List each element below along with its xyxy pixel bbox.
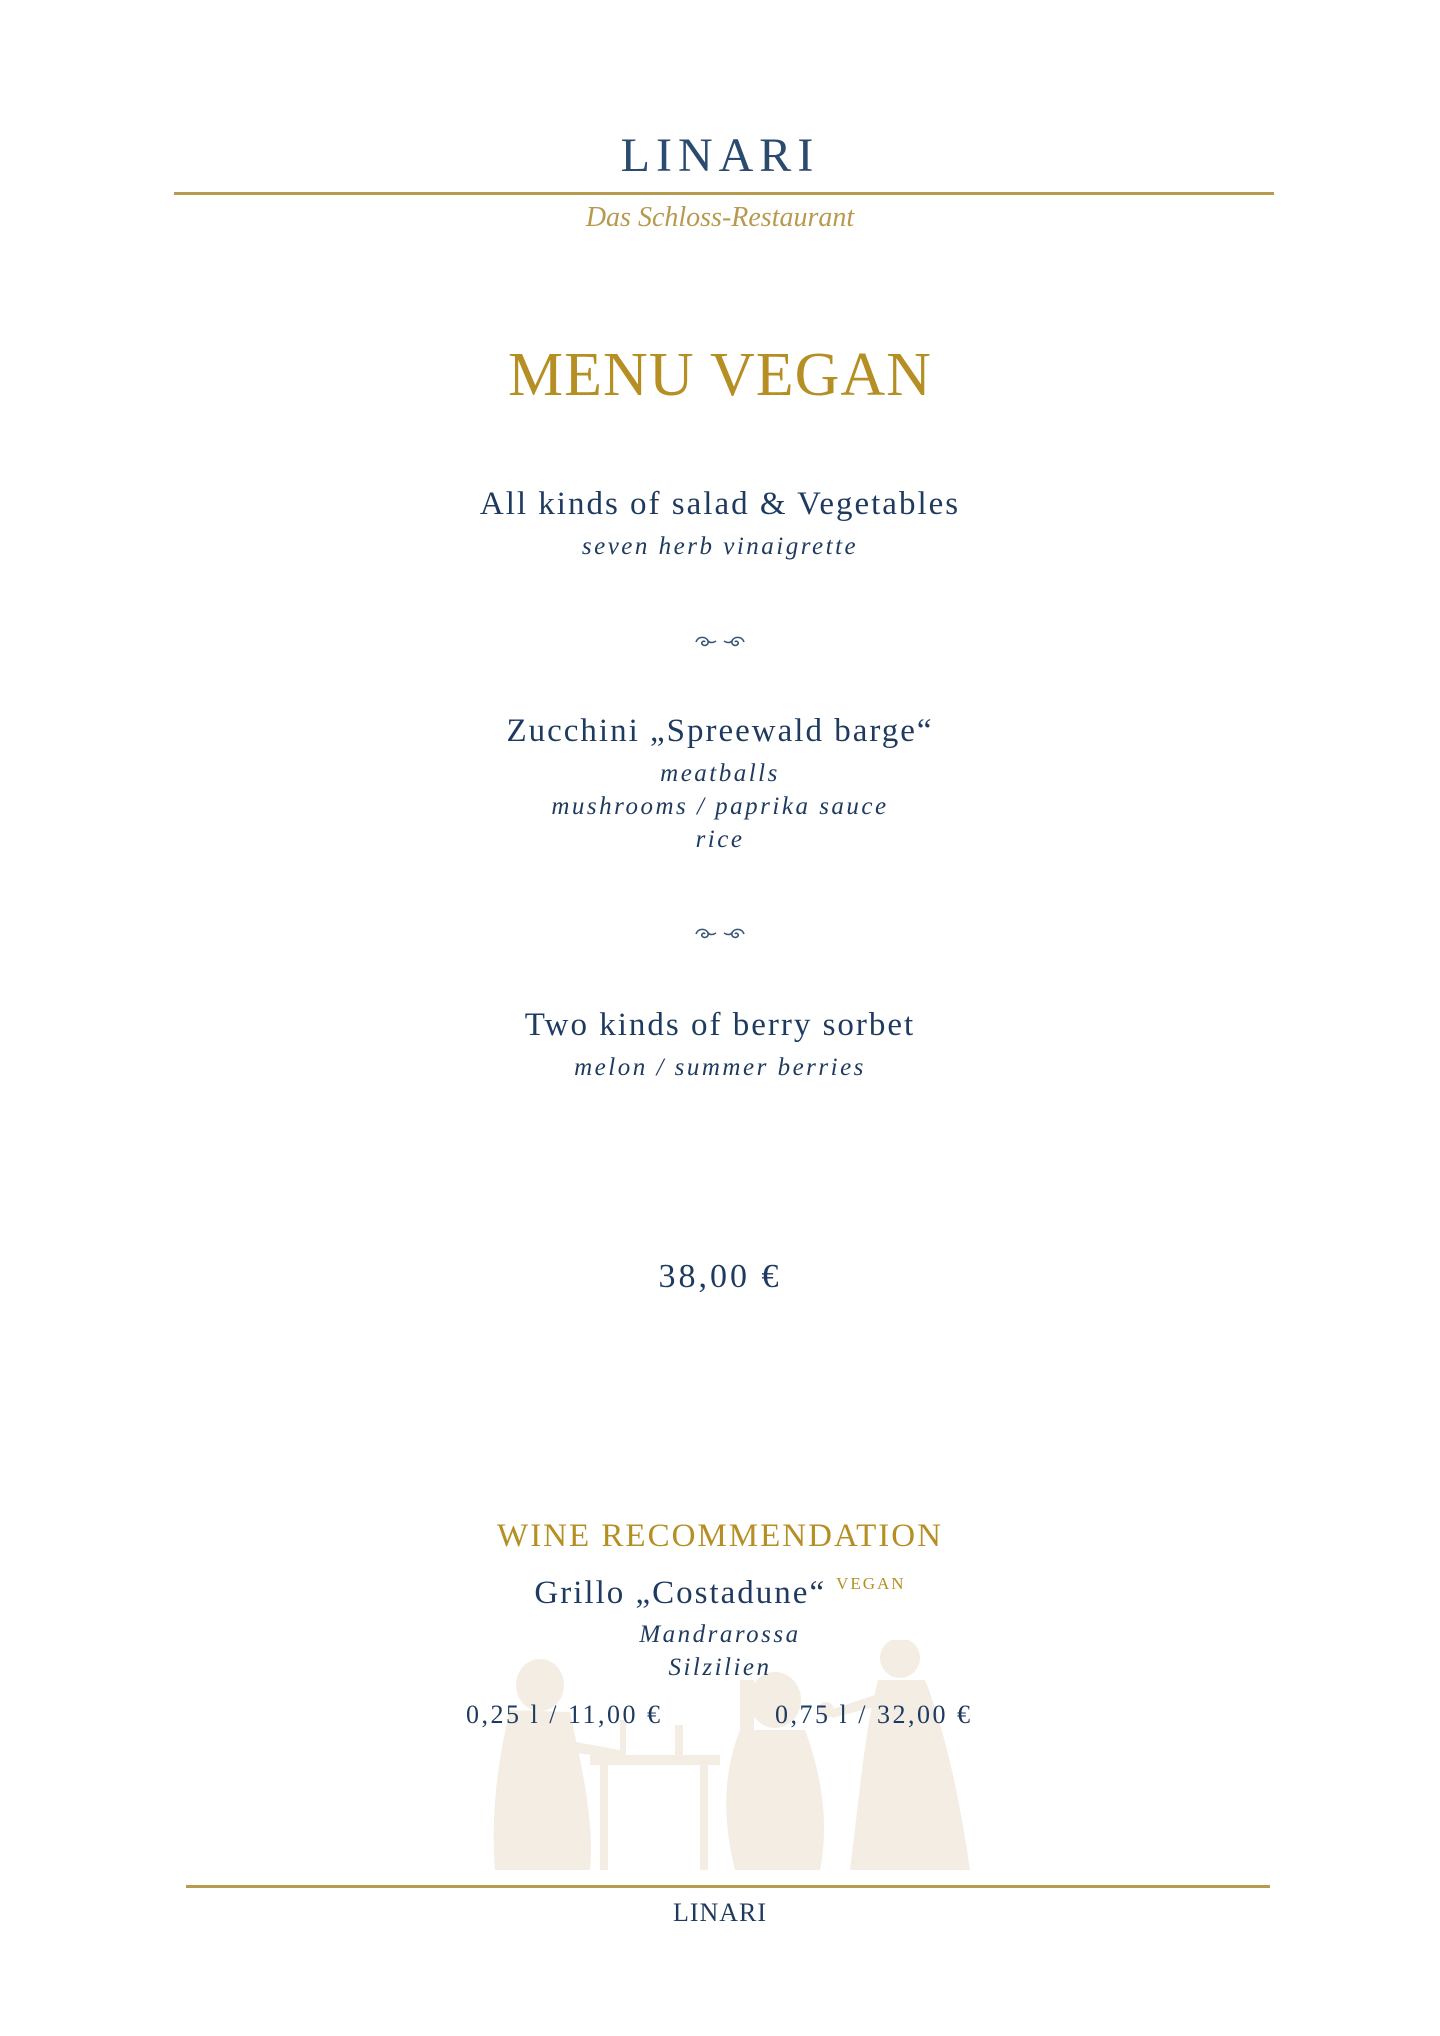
course-2-detail-1: meatballs (660, 760, 780, 787)
course-2-name: Zucchini „Spreewald barge“ (506, 713, 934, 749)
wine-producer: Mandrarossa (639, 1621, 801, 1648)
course-1-detail: seven herb vinaigrette (581, 533, 859, 560)
footer-divider (186, 1885, 1270, 1888)
ornament-icon (690, 630, 750, 652)
menu-price: 38,00 € (658, 1258, 782, 1295)
wine-region: Silzilien (668, 1654, 772, 1681)
wine-price-small: 0,25 l / 11,00 € (466, 1700, 663, 1729)
wine-price-large: 0,75 l / 32,00 € (775, 1700, 973, 1729)
brand-title: LINARI (620, 129, 820, 182)
course-3-detail: melon / summer berries (574, 1054, 866, 1081)
vegan-badge: VEGAN (836, 1574, 906, 1593)
footer-brand: LINARI (672, 1898, 768, 1927)
course-2-detail-3: rice (695, 826, 745, 853)
ornament-divider-1 (0, 630, 1440, 656)
course-2-detail-2: mushrooms / paprika sauce (551, 793, 889, 820)
wine-name: Grillo „Costadune“ (534, 1575, 827, 1611)
wine-name-row (0, 1574, 1440, 1612)
header-divider (174, 192, 1274, 195)
menu-title: MENU VEGAN (508, 341, 932, 409)
wine-recommendation-heading: WINE RECOMMENDATION (497, 1518, 943, 1554)
ornament-icon (690, 922, 750, 944)
course-3-name: Two kinds of berry sorbet (524, 1007, 916, 1043)
course-1-name: All kinds of salad & Vegetables (479, 486, 961, 522)
ornament-divider-2 (0, 922, 1440, 948)
brand-subtitle: Das Schloss-Restaurant (585, 202, 855, 233)
